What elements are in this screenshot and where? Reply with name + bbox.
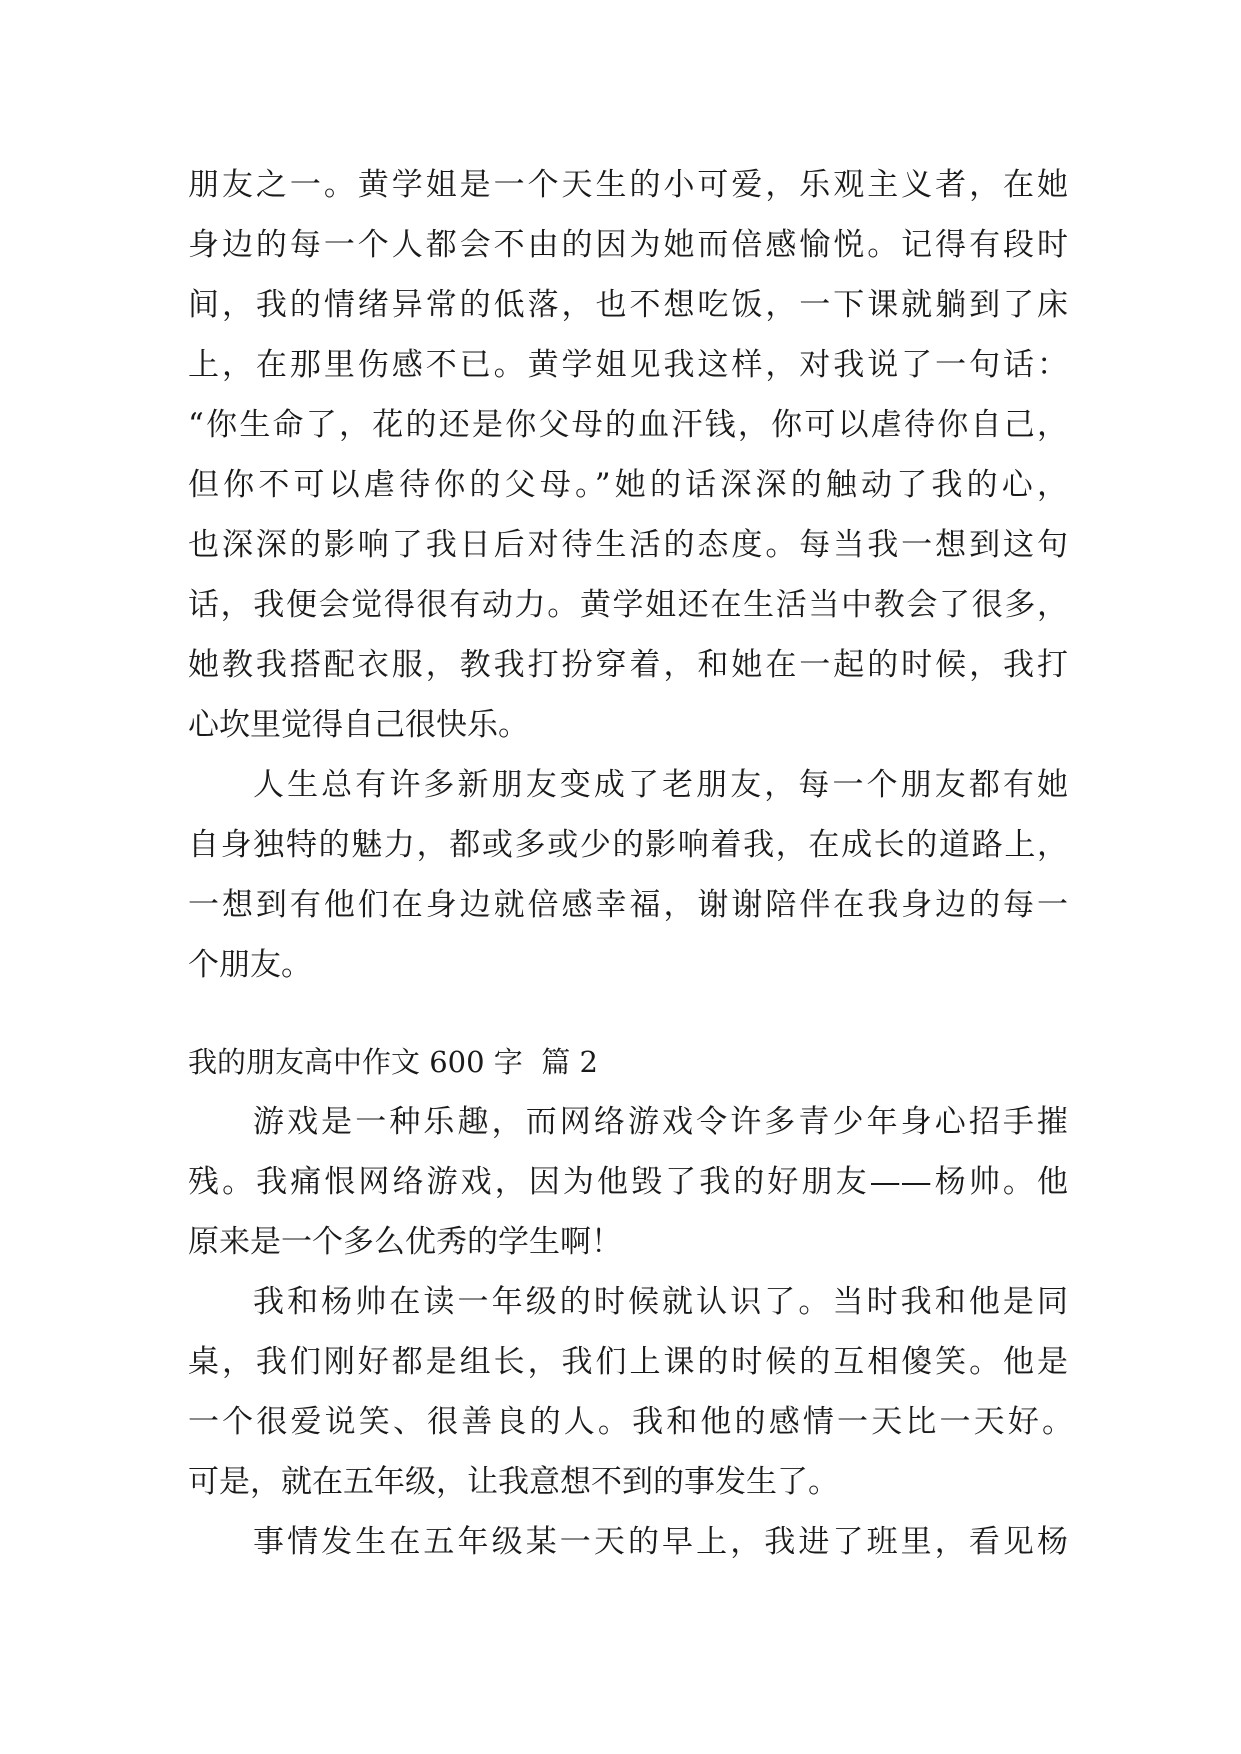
paragraph-3-line-3: 原来是一个多么优秀的学生啊！ (188, 1224, 622, 1260)
paragraph-5-line-1: 事情发生在五年级某一天的早上，我进了班里，看见杨 (253, 1524, 1068, 1560)
essay-heading: 我的朋友高中作文 600 字 篇 2 (188, 1045, 598, 1079)
paragraph-1-line-2: 身边的每一个人都会不由的因为她而倍感愉悦。记得有段时 (188, 227, 1068, 263)
paragraph-2-line-2: 自身独特的魅力，都或多或少的影响着我，在成长的道路上， (188, 827, 1068, 863)
paragraph-4-line-1: 我和杨帅在读一年级的时候就认识了。当时我和他是同 (253, 1284, 1068, 1320)
paragraph-4-line-3: 一个很爱说笑、很善良的人。我和他的感情一天比一天好。 (188, 1404, 1073, 1440)
paragraph-2-line-4: 个朋友。 (188, 947, 312, 983)
paragraph-1-line-8: 话，我便会觉得很有动力。黄学姐还在生活当中教会了很多， (188, 587, 1068, 623)
paragraph-3-line-1: 游戏是一种乐趣，而网络游戏令许多青少年身心招手摧 (253, 1104, 1068, 1140)
paragraph-2-line-1: 人生总有许多新朋友变成了老朋友，每一个朋友都有她 (253, 767, 1068, 803)
paragraph-1-line-10: 心坎里觉得自己很快乐。 (188, 707, 529, 743)
paragraph-1-line-9: 她教我搭配衣服，教我打扮穿着，和她在一起的时候，我打 (188, 647, 1068, 683)
paragraph-4-line-2: 桌，我们刚好都是组长，我们上课的时候的互相傻笑。他是 (188, 1344, 1068, 1380)
paragraph-3-line-2: 残。我痛恨网络游戏，因为他毁了我的好朋友——杨帅。他 (188, 1164, 1068, 1200)
paragraph-1-line-6: 但你不可以虐待你的父母。”她的话深深的触动了我的心， (188, 467, 1068, 503)
paragraph-1-line-7: 也深深的影响了我日后对待生活的态度。每当我一想到这句 (188, 527, 1068, 563)
paragraph-2-line-3: 一想到有他们在身边就倍感幸福，谢谢陪伴在我身边的每一 (188, 887, 1068, 923)
paragraph-4-line-4: 可是，就在五年级，让我意想不到的事发生了。 (188, 1464, 839, 1500)
paragraph-1-line-3: 间，我的情绪异常的低落，也不想吃饭，一下课就躺到了床 (188, 287, 1068, 323)
paragraph-1-line-4: 上，在那里伤感不已。黄学姐见我这样，对我说了一句话： (188, 347, 1068, 383)
paragraph-1-line-1: 朋友之一。黄学姐是一个天生的小可爱，乐观主义者，在她 (188, 167, 1068, 203)
paragraph-1-line-5: “你生命了，花的还是你父母的血汗钱，你可以虐待你自己， (188, 407, 1068, 443)
